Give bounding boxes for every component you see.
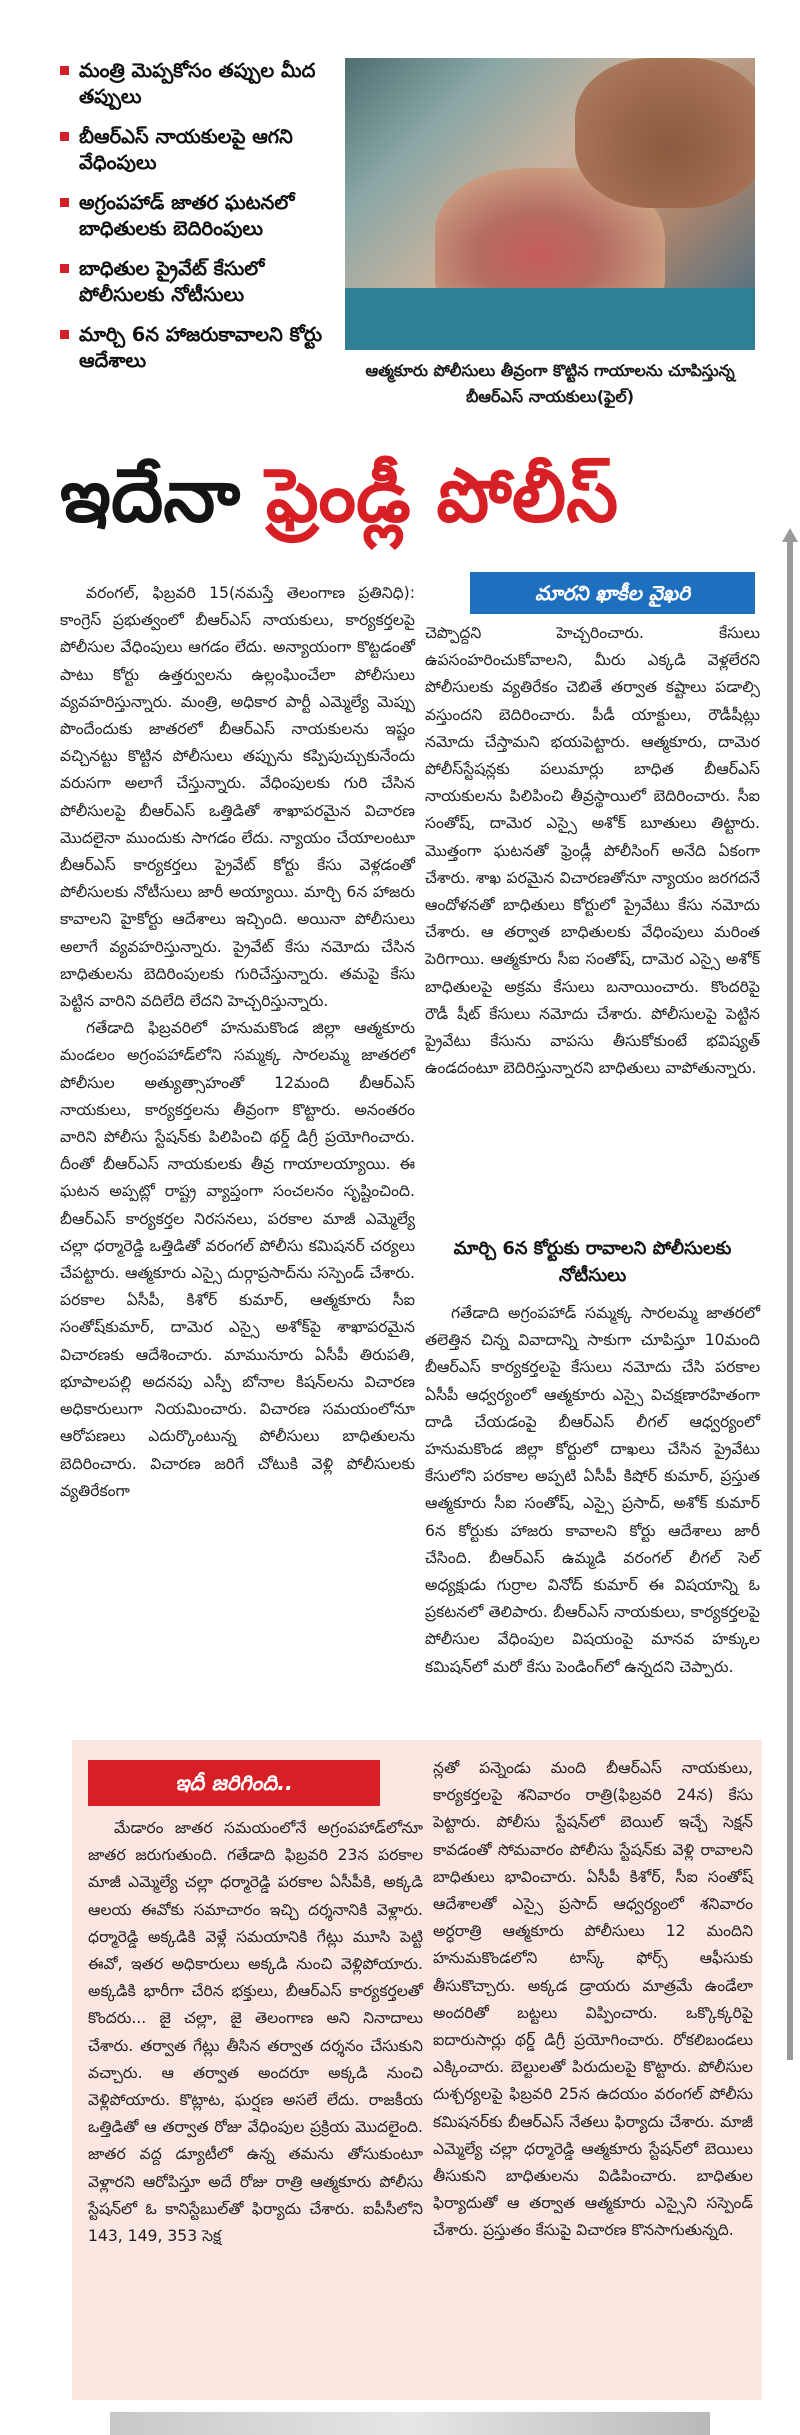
article-column-1 bbox=[60, 580, 415, 1505]
side-heading: మారని ఖాకీల వైఖరి bbox=[470, 572, 755, 614]
paragraph: గతేడాది ఫిబ్రవరిలో హనుమకొండ జిల్లా ఆత్మకూరు మండలం అగ్రంపహాడ్‌లోని సమ్మక్క సారలమ్మ జాతరలో పోలీసుల అత్యుత్సాహంతో 12మంది బీఆర్‌ఎస్ నాయకులు, కార్యకర్తలను తీవ్రంగా కొట్టారు. అనంతరం వారిని పోలీసు స్టేషన్‌కు పిలిపించి థర్డ్ డిగ్రీ ప్రయోగించారు. దీంతో బీఆర్‌ఎస్ నాయకులకు తీవ్ర గాయాలయ్యాయి. ఈ ఘటన అప్పట్లో రాష్ట్ర వ్యాప్తంగా సంచలనం సృష్టించింది. బీఆర్‌ఎస్ కార్యకర్తల నిరసనలు, పరకాల మాజీ ఎమ్మెల్యే చల్లా ధర్మారెడ్డి ఒత్తిడితో వరంగల్ పోలీసు కమిషనర్ చర్యలు చేపట్టారు. ఆత్మకూరు ఎస్సై దుర్గాప్రసాద్‌ను సస్పెండ్ చేశారు. పరకాల ఏసీపీ, కిశోర్ కుమార్, ఆత్మకూరు సీఐ సంతోష్‌కుమార్, దామెర ఎస్సై అశోక్‌పై శాఖాపరమైన విచారణకు ఆదేశించారు. మామునూరు ఏసీపీ తిరుపతి, భూపాలపల్లి అదనపు ఎస్పీ బోనాల కిషన్‌లను విచారణ అధికారులుగా నియమించారు. విచారణ సమయంలోనూ ఆరోపణలు ఎదుర్కొంటున్న పోలీసులు బాధితులను బెదిరించారు. విచారణ జరిగే చోటుకి వెళ్లి పోలీసులకు వ్యతిరేకంగా bbox=[60, 1019, 415, 1500]
photo-hand bbox=[575, 58, 755, 208]
bullet-item: బాధితుల ప్రైవేట్ కేసులో పోలీసులకు నోటీసులు bbox=[60, 256, 340, 308]
bullet-square-icon bbox=[60, 66, 69, 75]
info-box-column-2 bbox=[433, 1755, 753, 2245]
photo-cloth bbox=[345, 288, 755, 350]
paragraph: గతేడాది అగ్రంపహాడ్ సమ్మక్క సారలమ్మ జాతరలో తలెత్తిన చిన్న వివాదాన్ని సాకుగా చూపిస్తూ 10మంది బీఆర్‌ఎస్ కార్యకర్తలపై కేసులు నమోదు చేసి పరకాల ఏసీపీ ఆధ్వర్యంలో ఆత్మకూరు ఎస్సై విచక్షణారహితంగా దాడి చేయడంపై బీఆర్‌ఎస్ లీగల్ ఆధ్వర్యంలో హనుమకొండ జిల్లా కోర్టులో దాఖలు చేసిన ప్రైవేటు కేసులోని పరకాల అప్పటి ఏసీపీ కిషోర్ కుమార్, ప్రస్తుత ఆత్మకూరు సీఐ సంతోష్, ఎస్సై ప్రసాద్, అశోక్ కుమార్ 6న కోర్టుకు హాజరు కావాలని కోర్టు ఆదేశాలు జారీ చేసింది. బీఆర్‌ఎస్ ఉమ్మడి వరంగల్ లీగల్ సెల్ అధ్యక్షుడు గుర్రాల వినోద్ కుమార్ ఈ విషయాన్ని ఓ ప్రకటనలో తెలిపారు. బీఆర్‌ఎస్ నాయకులు, కార్యకర్తలపై పోలీసుల వేధింపుల విషయంపై మానవ హక్కుల కమిషన్‌లో మరో కేసు పెండింగ్‌లో ఉన్నదని చెప్పారు. bbox=[425, 1304, 760, 1676]
subheading: మార్చి 6న కోర్టుకు రావాలని పోలీసులకు నోటీసులు bbox=[453, 1238, 732, 1286]
bullet-square-icon bbox=[60, 198, 69, 207]
photo-caption: ఆత్మకూరు పోలీసులు తీవ్రంగా కొట్టిన గాయాలను చూపిస్తున్న బీఆర్‌ఎస్ నాయకులు(ఫైల్) bbox=[365, 361, 735, 406]
headline-part1: ఇదేనా bbox=[60, 453, 266, 539]
bullet-item: మంత్రి మెప్పకోసం తప్పుల మీద తప్పులు bbox=[60, 58, 340, 110]
scroll-bar[interactable] bbox=[787, 540, 793, 2060]
bottom-image-strip bbox=[110, 2412, 710, 2435]
bullet-square-icon bbox=[60, 132, 69, 141]
bullet-item: బీఆర్‌ఎస్ నాయకులపై ఆగని వేధింపులు bbox=[60, 124, 340, 176]
bullet-item: మార్చి 6న హాజరుకావాలని కోర్టు ఆదేశాలు bbox=[60, 322, 340, 374]
article-column-2 bbox=[425, 620, 760, 1082]
info-box-column-1 bbox=[88, 1815, 423, 2250]
info-box-heading: ఇదీ జరిగింది.. bbox=[88, 1760, 380, 1806]
headline-part2: ఫ్రెండ్లీ పోలీస్ bbox=[265, 453, 619, 539]
bullet-square-icon bbox=[60, 330, 69, 339]
highlight-bullets bbox=[60, 58, 340, 388]
paragraph: న్లతో పన్నెండు మంది బీఆర్‌ఎస్ నాయకులు, కార్యకర్తలపై శనివారం రాత్రి(ఫిబ్రవరి 24న) కేసు పెట్టారు. పోలీసు స్టేషన్‌లో బెయిల్ ఇచ్చే సెక్షన్ కావడంతో సోమవారం పోలీసు స్టేషన్‌కు వెళ్లి రావాలని బాధితులు భావించారు. ఏసీపీ కిశోర్, సీఐ సంతోష్ ఆదేశాలతో ఎస్సై ప్రసాద్ ఆధ్వర్యంలో శనివారం అర్ధరాత్రి ఆత్మకూరు పోలీసులు 12 మందిని హనుమకొండలోని టాస్క్ ఫోర్స్ ఆఫీసుకు తీసుకొచ్చారు. అక్కడ డ్రాయరు మాత్రమే ఉండేలా అందరితో బట్టలు విప్పించారు. ఒక్కొక్కరిపై ఐదారుసార్లు థర్డ్ డిగ్రీ ప్రయోగించారు. రోకలిబండలు ఎక్కించారు. బెల్టులతో పిరుదులపై కొట్టారు. పోలీసుల దుశ్చర్యలపై ఫిబ్రవరి 25న ఉదయం వరంగల్ పోలీసు కమిషనర్‌కు బీఆర్‌ఎస్ నేతలు ఫిర్యాదు చేశారు. మాజీ ఎమ్మెల్యే చల్లా ధర్మారెడ్డి ఆత్మకూరు స్టేషన్‌లో బెయిలు తీసుకుని బాధితులను విడిపించారు. బాధితుల ఫిర్యాదుతో ఆ తర్వాత ఆత్మకూరు ఎస్సైని సస్పెండ్ చేశారు. ప్రస్తుతం కేసుపై విచారణ కొనసాగుతున్నది. bbox=[433, 1759, 753, 2240]
injury-photo bbox=[345, 58, 755, 350]
paragraph: చెప్పొద్దని హెచ్చరించారు. కేసులు ఉపసంహరించుకోవాలని, మీరు ఎక్కడి వెళ్లలేరని పోలీసులకు వ్యతిరేకం చెబితే తర్వాత కష్టాలు పడాల్సి వస్తుందని బెదిరించారు. పీడీ యాక్టులు, రౌడీషీట్లు నమోదు చేస్తామని భయపెట్టారు. ఆత్మకూరు, దామెర పోలీస్‌స్టేషన్లకు పలుమార్లు బాధిత బీఆర్‌ఎస్ నాయకులను పిలిపించి తీవ్రస్థాయిలో బెదిరించారు. సీఐ సంతోష్, దామెర ఎస్సై అశోక్ బూతులు తిట్టారు. మొత్తంగా ఘటనతో ఫ్రెండ్లీ పోలీసింగ్ అనేది ఏకంగా చేశారు. శాఖ పరమైన విచారణతోనూ న్యాయం జరగదనే ఆందోళనతో బాధితులు కోర్టులో ప్రైవేటు కేసు నమోదు చేశారు. ఆ తర్వాత బాధితులకు వేధింపులు మరింత పెరిగాయి. ఆత్మకూరు సీఐ సంతోష్, దామెర ఎస్సై అశోక్ బాధితులపై అక్రమ కేసులు బనాయించారు. కొందరిపై రౌడీ షీట్ కేసులు నమోదు చేశారు. పోలీసులపై పెట్టిన ప్రైవేటు కేసును వాపసు తీసుకోకుంటే భవిష్యత్ ఉండదంటూ బెదిరిస్తున్నారని బాధితులు వాపోతున్నారు. bbox=[425, 624, 760, 1078]
article-column-2b bbox=[425, 1300, 760, 1681]
bullet-square-icon bbox=[60, 264, 69, 273]
headline bbox=[60, 440, 760, 552]
bullet-item: అగ్రంపహాడ్ జాతర ఘటనలో బాధితులకు బెదిరింపులు bbox=[60, 190, 340, 242]
paragraph: మేడారం జాతర సమయంలోనే అగ్రంపహాడ్‌లోనూ జాతర జరుగుతుంది. గతేడాది ఫిబ్రవరి 23న పరకాల మాజీ ఎమ్మెల్యే చల్లా ధర్మారెడ్డి పరకాల ఏసీపీకి, అక్కడి ఆలయ ఈవోకు సమాచారం ఇచ్చి దర్శనానికి వెళ్లారు. ధర్మారెడ్డి అక్కడికి వెళ్లే సమయానికి గేట్లు మూసి పెట్టి ఈవో, ఇతర అధికారులు అక్కడి నుంచి వెళ్లిపోయారు. అక్కడికి భారీగా చేరిన భక్తులు, బీఆర్‌ఎస్ కార్యకర్తలతో కొందరు... జై చల్లా, జై తెలంగాణ అని నినాదాలు చేశారు. తర్వాత గేట్లు తీసిన తర్వాత దర్శనం చేసుకుని వచ్చారు. ఆ తర్వాత అందరూ అక్కడి నుంచి వెళ్లిపోయారు. కొట్లాట, ఘర్షణ అసలే లేదు. రాజకీయ ఒత్తిడితో ఆ తర్వాత రోజు వేధింపుల ప్రక్రియ మొదలైంది. జాతర వద్ద డ్యూటీలో ఉన్న తమను తోసుకుంటూ వెళ్లారని ఆరోపిస్తూ అదే రోజు రాత్రి ఆత్మకూరు పోలీసు స్టేషన్‌లో ఓ కానిస్టేబుల్‌తో ఫిర్యాదు చేశారు. ఐపీసీలోని 143, 149, 353 సెక్ష bbox=[88, 1819, 423, 2246]
paragraph: వరంగల్, ఫిబ్రవరి 15(నమస్తే తెలంగాణ ప్రతినిధి): కాంగ్రెస్ ప్రభుత్వంలో బీఆర్‌ఎస్ నాయకులు, కార్యకర్తలపై పోలీసుల వేధింపులు ఆగడం లేదు. అన్యాయంగా కొట్టడంతో పాటు కోర్టు ఉత్తర్వులను ఉల్లంఘించేలా పోలీసులు వ్యవహరిస్తున్నారు. మంత్రి, అధికార పార్టీ ఎమ్మెల్యే మెప్పు పొందేందుకు జాతరలో బీఆర్‌ఎస్ నాయకులను ఇష్టం వచ్చినట్టు కొట్టిన పోలీసులు తప్పును కప్పిపుచ్చుకునేందు వరుసగా అలాగే చేస్తున్నారు. వేధింపులకు గురి చేసిన పోలీసులపై బీఆర్‌ఎస్ ఒత్తిడితో శాఖాపరమైన విచారణ మొదలైనా ముందుకు సాగడం లేదు. న్యాయం చేయాలంటూ బీఆర్‌ఎస్ కార్యకర్తలు ప్రైవేట్ కోర్టు కేసు వెళ్లడంతో పోలీసులకు నోటీసులు జారీ అయ్యాయి. మార్చి 6న హాజరు కావాలని హైకోర్టు ఆదేశాలు ఇచ్చింది. అయినా పోలీసులు అలాగే వ్యవహరిస్తున్నారు. ప్రైవేట్ కేసు నమోదు చేసిన బాధితులను బెదిరింపులకు గురిచేస్తున్నారు. తమపై కేసు పెట్టిన వారిని వదిలేది లేదని హెచ్చరిస్తున్నారు. bbox=[60, 584, 415, 1011]
